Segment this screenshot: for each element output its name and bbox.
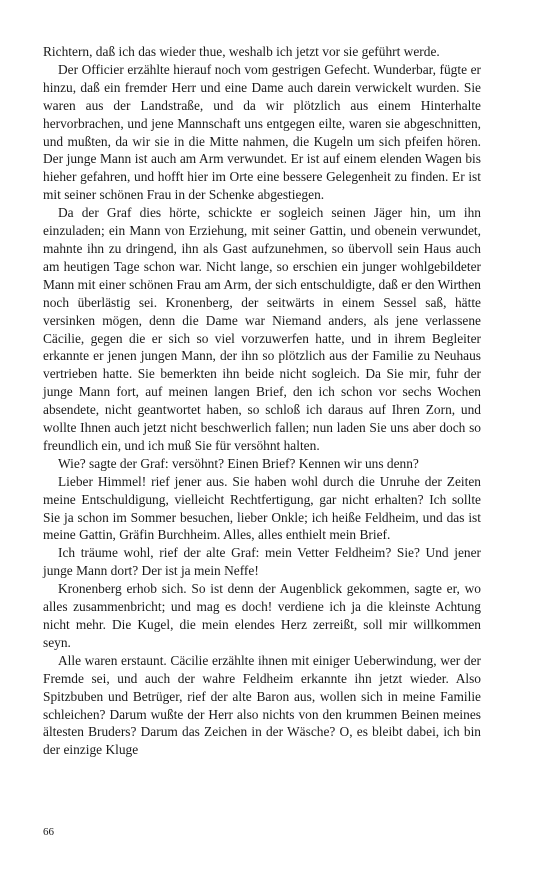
- page-body: [43, 43, 481, 759]
- paragraph: Lieber Himmel! rief jener aus. Sie haben wohl durch die Unruhe der Zeiten meine Entschuldigung, vielleicht Rechtfertigung, gar nicht erhalten? Ich sollte Sie ja schon im Sommer besuchen, lieber Onkle; ich heiße Feldheim, und das ist meine Gattin, Gräfin Burchheim. Alles, alles enthielt mein Brief.: [43, 473, 481, 543]
- paragraph: Da der Graf dies hörte, schickte er sogleich seinen Jäger hin, um ihn einzuladen; ein Mann von Erziehung, mit seiner Gattin, und obenein verwundet, mahnte ihn zu dringend, ihn als Gast aufzunehmen, so übervoll sein Haus auch am heutigen Tage schon war. Nicht lange, so erschien ein junger wohlgebildeter Mann mit einer schönen Frau am Arm, der sich entschuldigte, daß er den Wirthen noch überlästig sei. Kronenberg, der seitwärts in einem Sessel saß, hätte versinken mögen, denn die Dame war Niemand anders, als jene verlassene Cäcilie, gegen die er sich so viel vorzuwerfen hatte, und in ihrem Begleiter erkannte er jenen jungen Mann, der ihn so plötzlich aus der Familie zu Neuhaus vertrieben hatte. Sie bemerkten ihn beide nicht sogleich. Da Sie mir, fuhr der junge Mann fort, auf meinen langen Brief, den ich schon vor sechs Wochen absendete, nicht geantwortet haben, so schloß ich daraus auf Ihren Zorn, und wollte Ihnen auch jetzt nicht beschwerlich fallen; nun laden Sie uns aber doch so freundlich ein, und ich muß Sie für versöhnt halten.: [43, 205, 481, 453]
- page-number: 66: [43, 826, 54, 838]
- paragraph: Richtern, daß ich das wieder thue, weshalb ich jetzt vor sie geführt werde.: [43, 44, 440, 59]
- paragraph: Der Officier erzählte hierauf noch vom gestrigen Gefecht. Wunderbar, fügte er hinzu, daß ein fremder Herr und eine Dame auch darein verwickelt wurden. Sie waren aus der Landstraße, und da wir plötzlich aus einem Hinterhalte hervorbrachen, und jene Mannschaft uns entgegen eilte, waren sie abgeschnitten, und mußten, da wir sie in die Mitte nahmen, die Kugeln um sich pfeifen hören. Der junge Mann ist auch am Arm verwundet. Er ist auf einem elenden Wagen bis hieher gefahren, und hofft hier im Orte eine bessere Gelegenheit zu finden. Er ist mit seiner schönen Frau in der Schenke abgestiegen.: [43, 61, 481, 203]
- paragraph: Kronenberg erhob sich. So ist denn der Augenblick gekommen, sagte er, wo alles zusammenbricht; und mag es doch! verdiene ich ja die kleinste Achtung nicht mehr. Die Kugel, die mein elendes Herz zerreißt, soll mir willkommen seyn.: [43, 581, 481, 650]
- paragraph: Ich träume wohl, rief der alte Graf: mein Vetter Feldheim? Sie? Und jener junge Mann dort? Der ist ja mein Neffe!: [43, 545, 481, 579]
- paragraph: Wie? sagte der Graf: versöhnt? Einen Brief? Kennen wir uns denn?: [58, 455, 419, 471]
- paragraph: Alle waren erstaunt. Cäcilie erzählte ihnen mit einiger Ueberwindung, wer der Fremde sei, und auch der wahre Feldheim erkannte ihn jetzt wieder. Also Spitzbuben und Betrüger, rief der alte Baron aus, wollen sich in meine Familie schleichen? Darum wußte der Herr also nichts von den krummen Beinen meines ältesten Bruders? Darum das Zeichen in der Wäsche? O, es bleibt dabei, ich bin der einzige Kluge: [43, 652, 481, 758]
